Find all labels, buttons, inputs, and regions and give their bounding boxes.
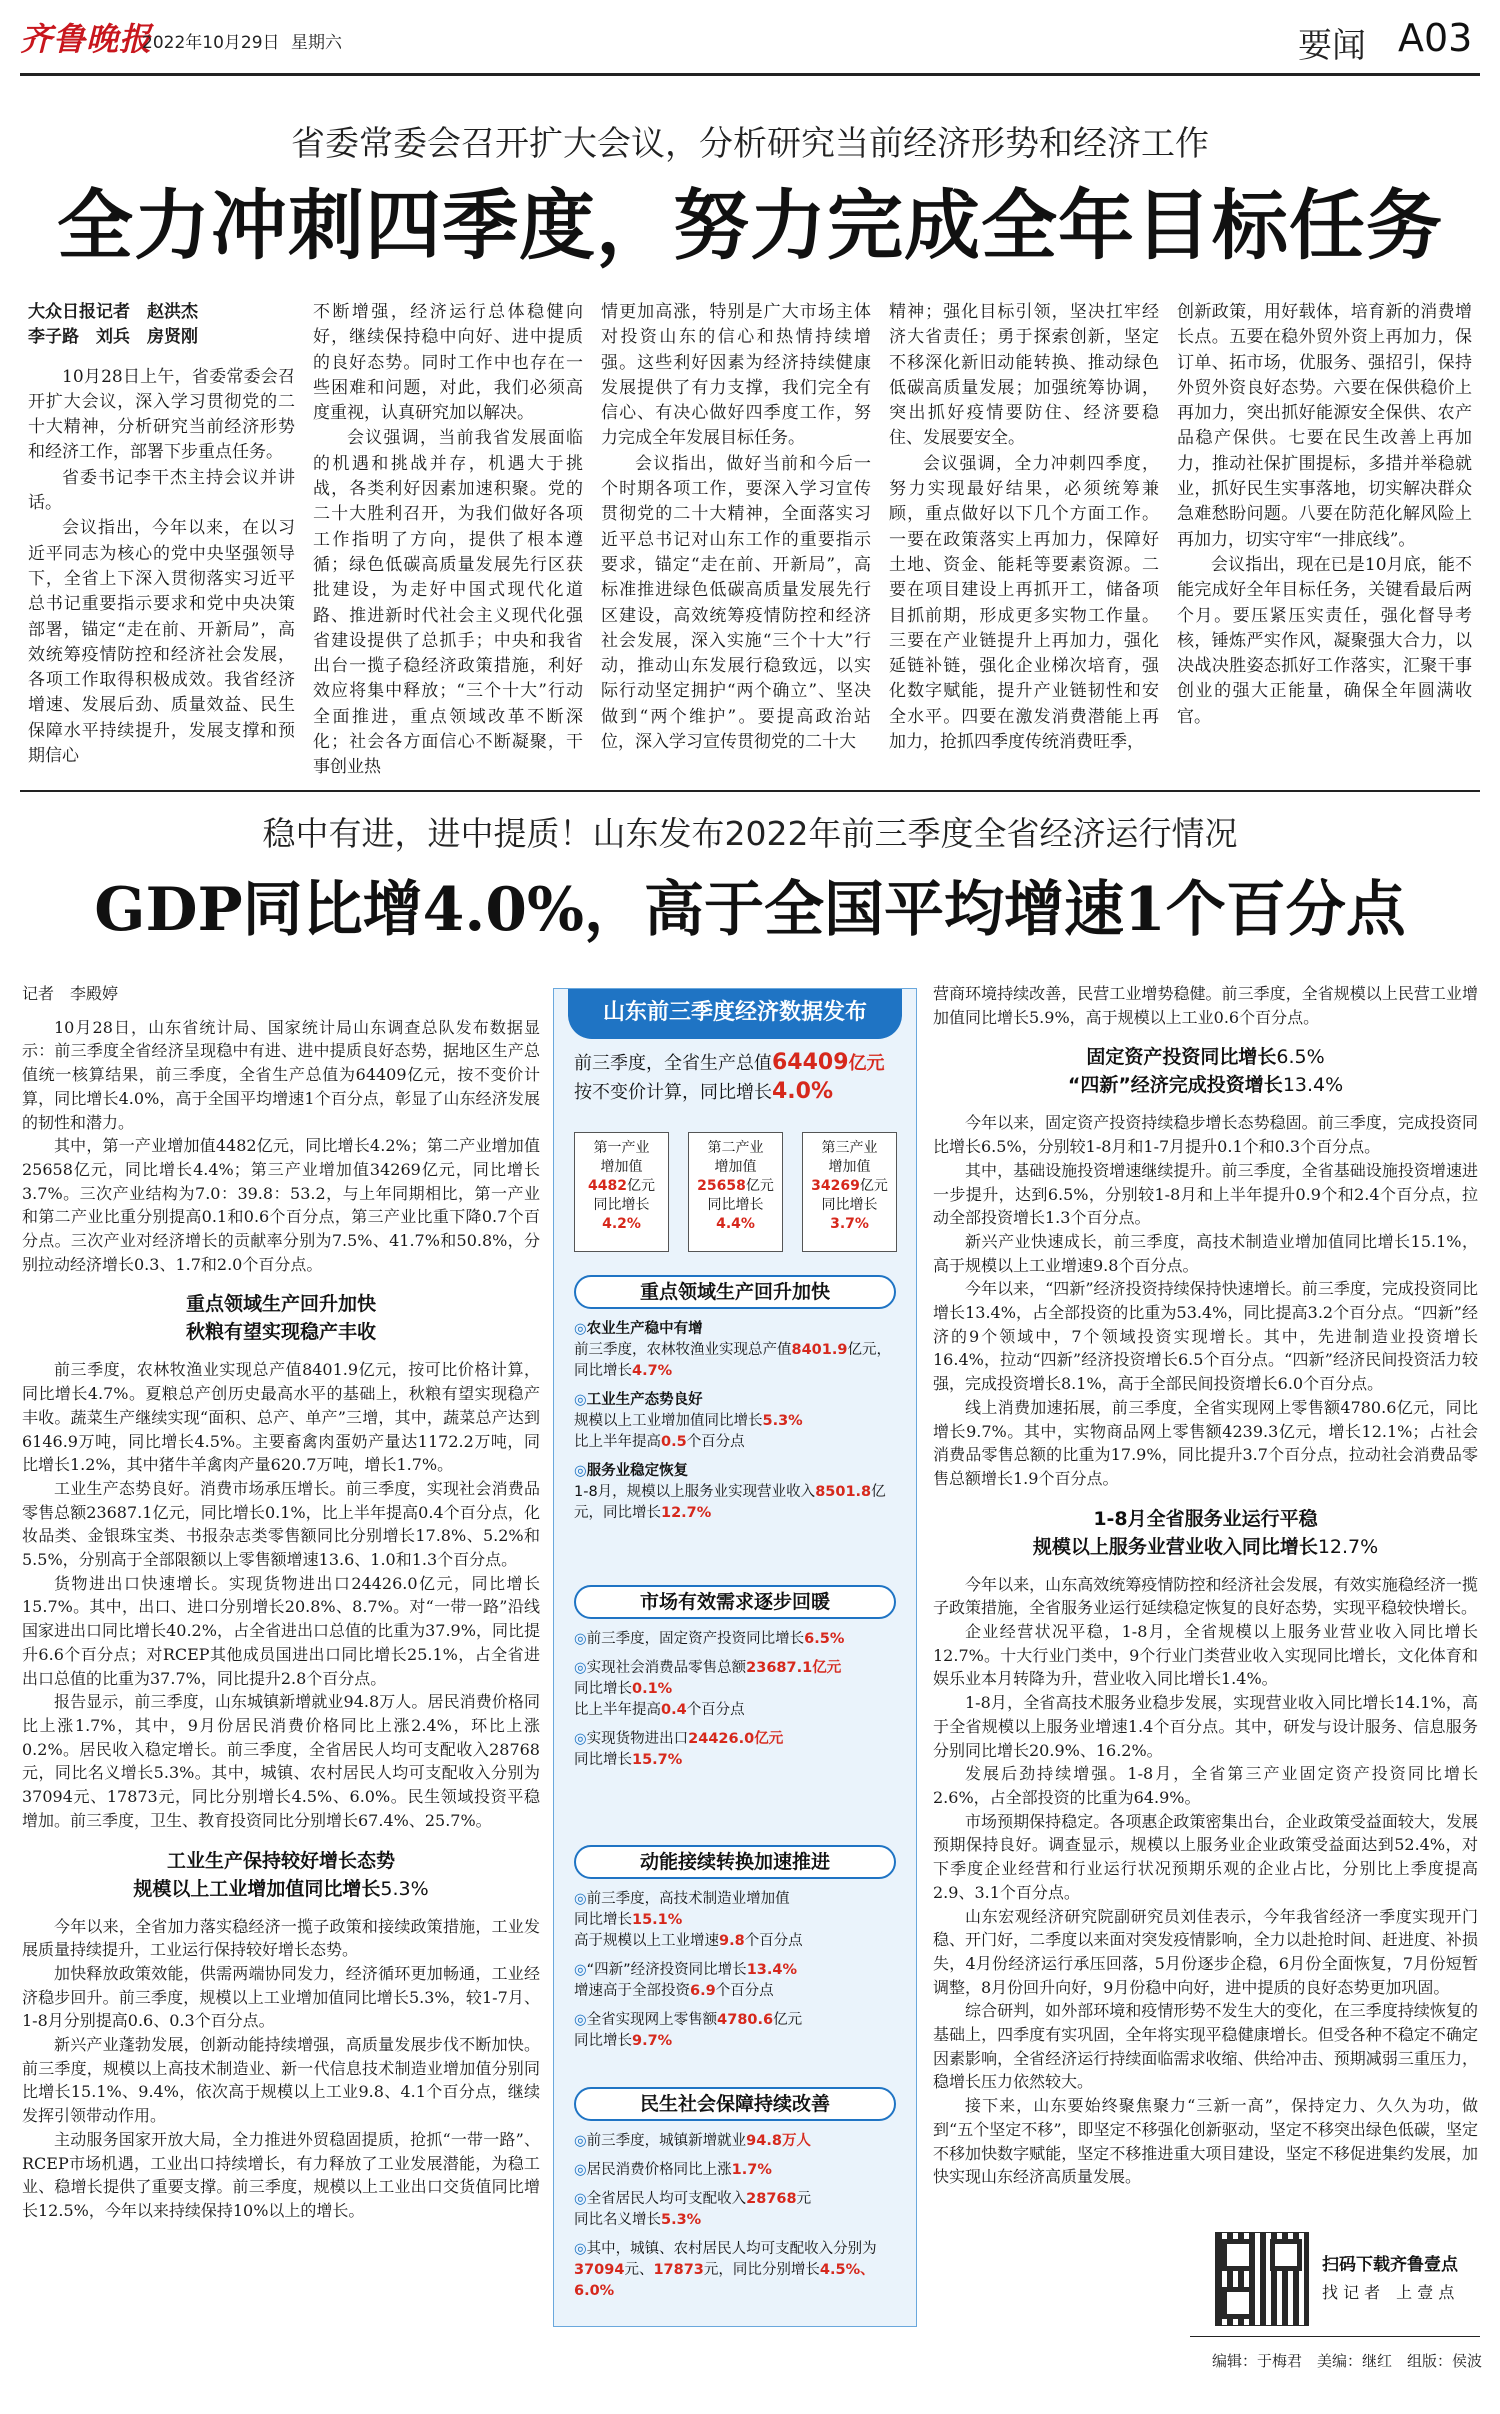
infobox-section-title: 动能接续转换加速推进 <box>574 1845 896 1879</box>
article2-para: 新兴产业快速成长，前三季度，高技术制造业增加值同比增长15.1%，高于规模以上工业增速9.8个百分点。 <box>933 1231 1478 1275</box>
article1-kicker: 省委常委会召开扩大会议，分析研究当前经济形势和经济工作 <box>291 124 1209 164</box>
industry-box-primary: 第一产业 增加值 4482亿元 同比增长 4.2% <box>574 1132 669 1252</box>
article2-left-column <box>22 982 540 2382</box>
section-name: 要闻 <box>1298 26 1366 66</box>
article2-para: 其中，基础设施投资增速继续提升。前三季度，全省基础设施投资增速进一步提升，达到6.5%，分别较1-8月和上半年提升0.9个和2.4个百分点，拉动全部投资增长1.3个百分点。 <box>933 1160 1478 1228</box>
article2-para: 发展后劲持续增强。1-8月，全省第三产业固定资产投资同比增长2.6%，占全部投资的比重为64.9%。 <box>933 1764 1478 1807</box>
infobox-section-body: ◎农业生产稳中有增 前三季度，农林牧渔业实现总产值8401.9亿元，同比增长4.7% ◎工业生产态势良好 规模以上工业增加值同比增长5.3% 比上半年提高0.5个百分点 ◎服务业稳定恢复 1-8月，规模以上服务业实现营业收入8501.8亿元，同比增长12.7% <box>574 1321 891 1521</box>
article2-para: 综合研判，如外部环境和疫情形势不发生大的变化，在三季度持续恢复的基础上，四季度有实巩固，全年将实现平稳健康增长。但受各种不稳定不确定因素影响，全省经济运行持续面临需求收缩、供给冲击、预期减弱三重压力，稳增长压力依然较大。 <box>933 2001 1478 2092</box>
article2-para: 10月28日，山东省统计局、国家统计局山东调查总队发布数据显示：前三季度全省经济呈现稳中有进、进中提质良好态势，据地区生产总值统一核算结果，前三季度，全省生产总值为64409亿元，按不变价计算，同比增长4.0%，高于全国平均增速1个百分点，彰显了山东经济发展的韧性和潜力。 <box>22 1017 540 1132</box>
article2-para: 前三季度，农林牧渔业实现总产值8401.9亿元，按可比价格计算，同比增长4.7%。夏粮总产创历史最高水平的基础上，秋粮有望实现稳产丰收。蔬菜生产继续实现“面积、总产、单产”三增，其中，蔬菜总产达到6146.9万吨，同比增长4.5%。主要畜禽肉蛋奶产量达1172.2万吨，同比增长1.2%，其中猪牛羊禽肉产量620.7万吨，增长1.7%。 <box>22 1360 540 1475</box>
footer-rule <box>1190 2336 1480 2337</box>
infobox-section-title: 民生社会保障持续改善 <box>574 2087 896 2121</box>
article1-para: 会议指出，今年以来，在以习近平同志为核心的党中央坚强领导下，全省上下深入贯彻落实习近平总书记重要指示要求和党中央决策部署，锚定“走在前、开新局”，高效统筹疫情防控和经济社会发展，各项工作取得积极成效。我省经济增速、发展后劲、质量效益、民生保障水平持续提升，发展支撑和预期信心 <box>28 518 295 767</box>
infobox-title: 山东前三季度经济数据发布 <box>568 989 902 1039</box>
article1-para: 不断增强，经济运行总体稳健向好，继续保持稳中向好、进中提质的良好态势。同时工作中也存在一些困难和问题，对此，我们必须高度重视，认真研究加以解决。 <box>313 302 583 424</box>
infobox-section-body: ◎前三季度，固定资产投资同比增长6.5% ◎实现社会消费品零售总额23687.1亿元 同比增长0.1% 比上半年提高0.4个百分点 ◎实现货物进出口24426.0亿元 同比增长15.7% <box>574 1631 845 1768</box>
issue-weekday: 星期六 <box>291 33 342 53</box>
article2-para: 今年以来，“四新”经济投资持续保持快速增长。前三季度，完成投资同比增长13.4%，占全部投资的比重为53.4%，同比提高3.2个百分点。“四新”经济的9个领域中，7个领域投资实现增长。其中，先进制造业投资增长16.4%，拉动“四新”经济投资增长6.5个百分点。“四新”经济民间投资活力较强，完成投资增长8.1%，高于全部民间投资增长6.0个百分点。 <box>933 1279 1478 1394</box>
article1-byline-2: 李子路 刘兵 房贤刚 <box>28 327 198 348</box>
article1-para: 情更加高涨，特别是广大市场主体对投资山东的信心和热情持续增强。这些利好因素为经济持续健康发展提供了有力支撑，我们完全有信心、有决心做好四季度工作，努力完成全年发展目标任务。 <box>601 302 871 449</box>
subhead-services: 1-8月全省服务业运行平稳 规模以上服务业营业收入同比增长12.7% <box>1032 1507 1379 1558</box>
subhead-production: 重点领域生产回升加快 秋粮有望实现稳产丰收 <box>185 1293 376 1344</box>
article2-byline: 记者 李殿婷 <box>22 984 119 1003</box>
article2-right-column <box>933 982 1478 2225</box>
article2-para: 新兴产业蓬勃发展，创新动能持续增强，高质量发展步伐不断加快。前三季度，规模以上高技术制造业、新一代信息技术制造业增加值分别同比增长15.1%、9.4%，依次高于规模以上工业9.8、4.1个百分点，继续发挥引领带动作用。 <box>22 2035 540 2126</box>
page-number: A03 <box>1398 16 1473 60</box>
article1-column-2 <box>313 300 583 778</box>
article1-para: 会议强调，当前我省发展面临的机遇和挑战并存，机遇大于挑战，各类利好因素加速积聚。党的二十大胜利召开，为我们做好各项工作指明了方向，提供了根本遵循；绿色低碳高质量发展先行区获批建设，为走好中国式现代化道路、推进新时代社会主义现代化强省建设提供了总抓手；中央和我省出台一揽子稳经济政策措施，利好效应将集中释放；“三个十大”行动全面推进，重点领域改革不断深化；社会各方面信心不断凝聚，干事创业热 <box>313 428 583 778</box>
article1-column-3 <box>601 300 871 778</box>
infobox-section-body: ◎前三季度，城镇新增就业94.8万人 ◎居民消费价格同比上涨1.7% ◎全省居民人均可支配收入28768元 同比名义增长5.3% ◎其中，城镇、农村居民人均可支配收入分别为37094元、17873元，同比分别增长4.5%、6.0% <box>574 2133 877 2299</box>
article2-kicker: 稳中有进，进中提质！山东发布2022年前三季度全省经济运行情况 <box>262 814 1238 853</box>
article2-para: 山东宏观经济研究院副研究员刘佳表示，今年我省经济一季度实现开门稳、开门好，二季度以来面对突发疫情影响，全力以赴抢时间、赶进度、补损失，4月份经济运行承压回落，5月份逐步企稳，6月份全面恢复，7月份短暂调整，8月份回升向好，9月份稳中向好，进中提质的良好态势更加巩固。 <box>933 1906 1478 1997</box>
article1-para: 会议强调，全力冲刺四季度，努力实现最好结果，必须统筹兼顾，重点做好以下几个方面工作。一要在政策落实上再加力，保障好土地、资金、能耗等要素资源。二要在项目建设上再抓开工，储备项目抓前期，形成更多实物工作量。三要在产业链提升上再加力，强化延链补链，强化企业梯次培育，强化数字赋能，提升产业链韧性和安全水平。四要在激发消费潜能上再加力，抢抓四季度传统消费旺季， <box>889 453 1159 753</box>
article2-headline: GDP同比增4.0%，高于全国平均增速1个百分点 <box>94 875 1406 945</box>
article2-para: 工业生产态势良好。消费市场承压增长。前三季度，实现社会消费品零售总额23687.1亿元，同比增长0.1%，比上半年提高0.4个百分点，化妆品类、金银珠宝类、书报杂志类零售额同比分别增长17.8%、5.2%和5.5%，分别高于全部限额以上零售额增速13.6、1.0和1.3个百分点。 <box>22 1478 540 1570</box>
infobox-intro: 前三季度，全省生产总值64409亿元 按不变价计算，同比增长4.0% <box>574 1050 885 1104</box>
qr-code[interactable] <box>1215 2232 1309 2326</box>
article1-para: 省委书记李干杰主持会议并讲话。 <box>28 467 295 514</box>
article1-para: 10月28日上午，省委常委会召开扩大会议，深入学习贯彻党的二十大精神，分析研究当前经济形势和经济工作，部署下步重点任务。 <box>28 366 295 463</box>
issue-date: 2022年10月29日 <box>142 33 280 53</box>
article2-para: 今年以来，固定资产投资持续稳步增长态势稳固。前三季度，完成投资同比增长6.5%，分别较1-8月和1-7月提升0.1个和0.3个百分点。 <box>933 1113 1478 1157</box>
article1-para: 精神；强化目标引领，坚决扛牢经济大省责任；勇于探索创新，坚定不移深化新旧动能转换、推动绿色低碳高质量发展；加强统筹协调，突出抓好疫情要防住、经济要稳住、发展要安全。 <box>889 302 1159 449</box>
article1-para: 创新政策，用好载体，培育新的消费增长点。五要在稳外贸外资上再加力，保订单、拓市场，优服务、强招引，保持外贸外资良好态势。六要在保供稳价上再加力，突出抓好能源安全保供、农产品稳产保供。七要在民生改善上再加力，推动社保扩围提标，多措并举稳就业，抓好民生实事落地，切实解决群众急难愁盼问题。八要在防范化解风险上再加力，切实守牢“一排底线”。 <box>1177 302 1472 550</box>
article2-para: 接下来，山东要始终聚焦聚力“三新一高”，保持定力、久久为功，做到“五个坚定不移”，即坚定不移强化创新驱动，坚定不移突出绿色低碳，坚定不移加快数字赋能，坚定不移推进重大项目建设，坚定不移促进集约发展，加快实现山东经济高质量发展。 <box>933 2096 1478 2187</box>
article2-para: 货物进出口快速增长。实现货物进出口24426.0亿元，同比增长15.7%。其中，出口、进口分别增长20.8%、8.7%。对“一带一路”沿线国家进出口同比增长40.2%，占全省进出口总值的比重为37.9%，同比提升6.6个百分点；对RCEP其他成员国进出口同比增长25.1%，占全省进出口总值的比重为37.7%，同比提升2.8个百分点。 <box>22 1573 540 1688</box>
article2-para: 其中，第一产业增加值4482亿元，同比增长4.2%；第二产业增加值25658亿元，同比增长4.4%；第三产业增加值34269亿元，同比增长3.7%。三次产业结构为7.0：39.8：53.2，与上年同期相比，第一产业和第二产业比重分别提高0.1和0.6个百分点，第三产业比重下降0.7个百分点。三次产业对经济增长的贡献率分别为7.5%、41.7%和50.8%，分别拉动经济增长0.3、1.7和2.0个百分点。 <box>22 1136 540 1274</box>
article1-column-4 <box>889 300 1159 778</box>
article1-para: 会议指出，现在已是10月底，能不能完成好全年目标任务，关键看最后两个月。要压紧压实责任，强化督导考核，锤炼严实作风，凝聚强大合力，以决战决胜姿态抓好工作落实，汇聚干事创业的强大正能量，确保全年圆满收官。 <box>1177 554 1472 727</box>
industry-box-tertiary: 第三产业 增加值 34269亿元 同比增长 3.7% <box>802 1132 897 1252</box>
article2-para: 主动服务国家开放大局，全力推进外贸稳固提质，抢抓“一带一路”、RCEP市场机遇，工业出口持续增长，有力释放了工业发展潜能，为稳工业、稳增长提供了重要支撑。前三季度，规模以上工业出口交货值同比增长12.5%，今年以来持续保持10%以上的增长。 <box>22 2129 540 2220</box>
article1-column-5 <box>1177 300 1472 778</box>
article2-para: 今年以来，山东高效统筹疫情防控和经济社会发展，有效实施稳经济一揽子政策措施，全省服务业运行延续稳定恢复的良好态势，实现平稳较快增长。 <box>933 1574 1478 1618</box>
infobox-section-body: ◎前三季度，高技术制造业增加值 同比增长15.1% 高于规模以上工业增速9.8个百分点 ◎“四新”经济投资同比增长13.4% 增速高于全部投资6.9个百分点 ◎全省实现网上零售额4780.6亿元 同比增长9.7% <box>574 1891 803 2049</box>
article1-byline-1: 大众日报记者 赵洪杰 <box>28 302 198 322</box>
article2-para: 报告显示，前三季度，山东城镇新增就业94.8万人。居民消费价格同比上涨1.7%，其中，9月份居民消费价格同比上涨2.4%，环比上涨0.2%。居民收入稳定增长。前三季度，全省居民人均可支配收入28768元，同比名义增长5.3%。其中，城镇、农村居民人均可支配收入分别为37094元、17873元，同比分别增长4.5%、6.0%。民生领域投资平稳增加。前三季度，卫生、教育投资同比分别增长67.4%、25.7%。 <box>22 1692 540 1830</box>
article2-para: 今年以来，全省加力落实稳经济一揽子政策和接续政策措施，工业发展质量持续提升，工业运行保持较好增长态势。 <box>22 1916 540 1960</box>
qr-caption-2: 找 记 者 上 壹 点 <box>1322 2283 1455 2302</box>
article1-column-1 <box>28 300 295 778</box>
article1-para: 会议指出，做好当前和今后一个时期各项工作，要深入学习宣传贯彻党的二十大精神，全面落实习近平总书记对山东工作的重要指示要求，锚定“走在前、开新局”，高标准推进绿色低碳高质量发展先行区建设，高效统筹疫情防控和经济社会发展，深入实施“三个十大”行动，推动山东发展行稳致远，以实际行动坚定拥护“两个确立”、坚决做到“两个维护”。要提高政治站位，深入学习宣传贯彻党的二十大 <box>601 453 871 753</box>
infobox-section-title: 市场有效需求逐步回暖 <box>574 1585 896 1619</box>
article2-para: 营商环境持续改善，民营工业增势稳健。前三季度，全省规模以上民营工业增加值同比增长5.9%，高于规模以上工业0.6个百分点。 <box>933 984 1478 1027</box>
article-divider <box>20 790 1480 792</box>
data-infobox <box>553 988 917 2327</box>
article2-para: 企业经营状况平稳，1-8月，全省规模以上服务业营业收入同比增长12.7%。十大行业门类中，9个行业门类营业收入实现同比增长，文化体育和娱乐业本月转降为升，营业收入同比增长1.4%。 <box>933 1622 1478 1689</box>
masthead-logo: 齐鲁晚报 <box>20 20 153 58</box>
article1-headline: 全力冲刺四季度，努力完成全年目标任务 <box>57 181 1443 270</box>
header-rule <box>20 73 1480 76</box>
qr-caption: 扫码下载齐鲁壹点 <box>1322 2255 1458 2275</box>
article2-para: 加快释放政策效能，供需两端协同发力，经济循环更加畅通，工业经济稳步回升。前三季度，规模以上工业增加值同比增长5.3%，较1-7月、1-8月分别提高0.6、0.3个百分点。 <box>22 1963 540 2031</box>
subhead-industry: 工业生产保持较好增长态势 规模以上工业增加值同比增长5.3% <box>133 1849 429 1900</box>
subhead-investment: 固定资产投资同比增长6.5% “四新”经济完成投资增长13.4% <box>1067 1046 1344 1097</box>
editor-credits: 编辑：于梅君 美编：继红 组版：侯波 <box>1212 2352 1483 2370</box>
article2-para: 1-8月，全省高技术服务业稳步发展，实现营业收入同比增长14.1%，高于全省规模以上服务业增速1.4个百分点。其中，研发与设计服务、信息服务分别同比增长20.9%、16.2%。 <box>933 1693 1478 1760</box>
infobox-section-title: 重点领域生产回升加快 <box>574 1275 896 1309</box>
industry-box-secondary: 第二产业 增加值 25658亿元 同比增长 4.4% <box>688 1132 783 1252</box>
article2-para: 市场预期保持稳定。各项惠企政策密集出台，企业政策受益面较大，发展预期保持良好。调查显示，规模以上服务业企业政策受益面达到52.4%，对下季度企业经营和行业运行状况预期乐观的企业占比，分别比上季度提高2.9、3.1个百分点。 <box>933 1811 1478 1902</box>
article2-para: 线上消费加速拓展，前三季度，全省实现网上零售额4780.6亿元，同比增长9.7%。其中，实物商品网上零售额4239.3亿元，增长12.1%；占社会消费品零售总额的比重为17.9%，同比提升3.7个百分点，拉动社会消费品零售总额增长1.9个百分点。 <box>933 1397 1478 1488</box>
